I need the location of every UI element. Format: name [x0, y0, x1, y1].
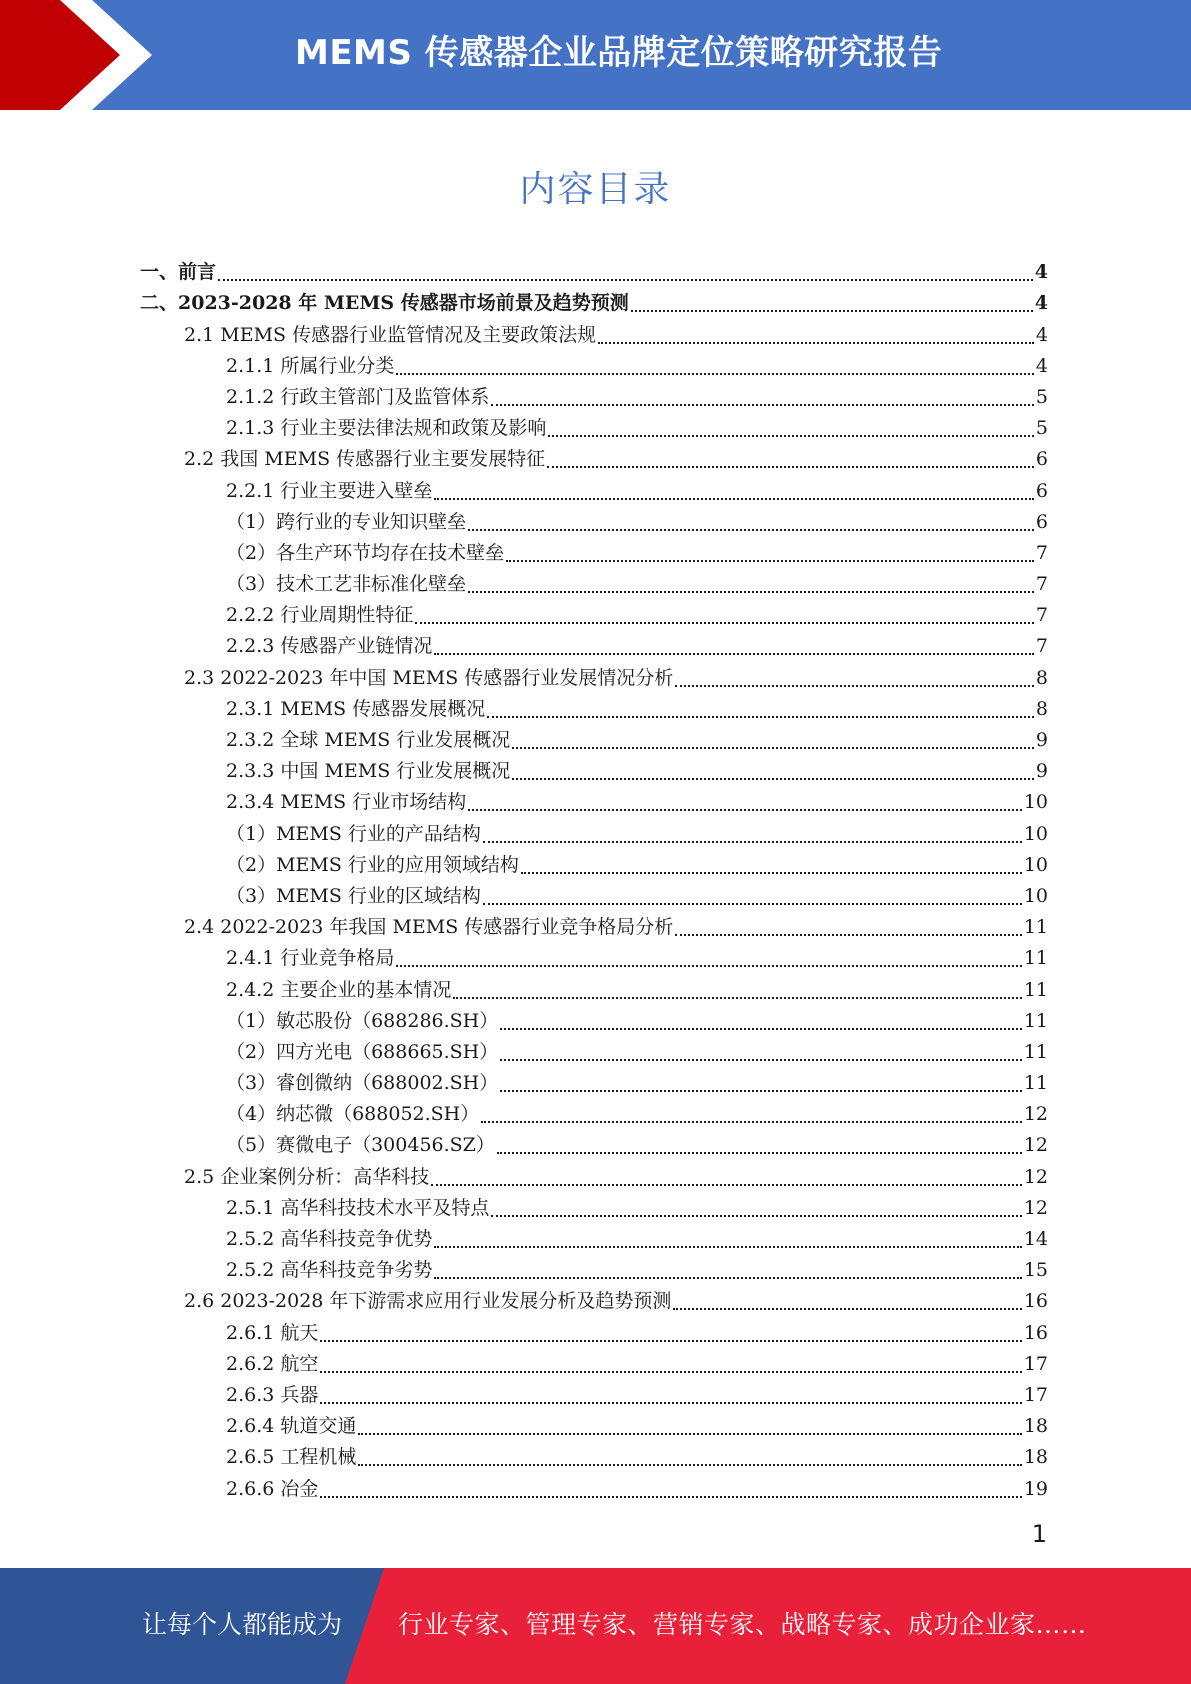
- toc-entry-label: 2.6.4 轨道交通: [226, 1415, 357, 1438]
- toc-entry[interactable]: [140, 1283, 1048, 1314]
- toc-entry-label: 2.2.2 行业周期性特征: [226, 604, 414, 627]
- toc-entry[interactable]: [140, 847, 1048, 878]
- toc-dot-leader: [631, 290, 1033, 312]
- toc-entry-page: 12: [1023, 1134, 1048, 1157]
- toc-entry-page: 7: [1035, 573, 1048, 596]
- toc-dot-leader: [512, 758, 1034, 780]
- toc-entry-label: 2.3.1 MEMS 传感器发展概况: [226, 697, 486, 720]
- toc-dot-leader: [673, 1288, 1021, 1310]
- toc-entry-label: （2）各生产环节均存在技术壁垒: [226, 541, 505, 564]
- toc-entry[interactable]: [140, 628, 1048, 659]
- toc-dot-leader: [320, 1320, 1021, 1342]
- toc-entry-page: 7: [1035, 604, 1048, 627]
- toc-entry[interactable]: [140, 1065, 1048, 1096]
- toc-entry-label: 2.3.4 MEMS 行业市场结构: [226, 791, 467, 814]
- toc-entry-label: 2.6.2 航空: [226, 1352, 319, 1375]
- toc-entry[interactable]: [140, 535, 1048, 566]
- toc-entry-page: 7: [1035, 635, 1048, 658]
- toc-entry-label: 2.6.1 航天: [226, 1321, 319, 1344]
- toc-entry[interactable]: [140, 1470, 1048, 1501]
- toc-entry-label: 2.4.2 主要企业的基本情况: [226, 978, 452, 1001]
- toc-entry-label: 2.5 企业案例分析：高华科技: [184, 1165, 430, 1188]
- toc-entry[interactable]: [140, 348, 1048, 379]
- toc-dot-leader: [675, 914, 1022, 936]
- toc-dot-leader: [483, 883, 1022, 905]
- toc-entry-page: 9: [1035, 729, 1048, 751]
- toc-entry-page: 5: [1035, 385, 1048, 408]
- toc-entry-label: 2.6.6 冶金: [226, 1477, 319, 1500]
- toc-entry-page: 12: [1023, 1165, 1048, 1188]
- toc-entry[interactable]: [140, 659, 1048, 690]
- toc-entry[interactable]: [140, 753, 1048, 784]
- toc-entry[interactable]: [140, 410, 1048, 441]
- toc-dot-leader: [547, 446, 1034, 468]
- toc-dot-leader: [500, 1008, 1022, 1030]
- toc-entry-page: 17: [1023, 1383, 1048, 1406]
- toc-entry[interactable]: [140, 1158, 1048, 1189]
- toc-dot-leader: [548, 415, 1034, 437]
- report-title: MEMS 传感器企业品牌定位策略研究报告: [295, 33, 943, 73]
- toc-dot-leader: [521, 852, 1022, 874]
- toc-dot-leader: [218, 259, 1033, 281]
- toc-entry[interactable]: [140, 1190, 1048, 1221]
- toc-dot-leader: [468, 571, 1034, 593]
- toc-entry[interactable]: [140, 1003, 1048, 1034]
- toc-dot-leader: [491, 384, 1034, 406]
- toc-dot-leader: [320, 1382, 1021, 1404]
- toc-entry-page: 11: [1023, 1072, 1048, 1095]
- toc-entry-page: 8: [1035, 697, 1048, 720]
- toc-entry-page: 11: [1023, 978, 1048, 1001]
- toc-entry[interactable]: [140, 1127, 1048, 1158]
- toc-entry-label: 2.2.3 传感器产业链情况: [226, 635, 433, 658]
- toc-entry-page: 6: [1035, 448, 1048, 471]
- toc-entry-page: 6: [1035, 510, 1048, 533]
- toc-entry-page: 10: [1023, 853, 1048, 876]
- toc-entry[interactable]: [140, 971, 1048, 1002]
- toc-entry-label: 2.2.1 行业主要进入壁垒: [226, 479, 433, 502]
- toc-entry[interactable]: [140, 504, 1048, 535]
- toc-entry-page: 11: [1023, 1009, 1048, 1032]
- toc-dot-leader: [512, 727, 1034, 749]
- toc-entry-page: 4: [1034, 261, 1048, 284]
- toc-entry[interactable]: [140, 1439, 1048, 1470]
- toc-dot-leader: [320, 1351, 1021, 1373]
- toc-entry[interactable]: [140, 691, 1048, 722]
- toc-entry-page: 4: [1035, 354, 1048, 377]
- toc-entry-label: 2.3 2022-2023 年中国 MEMS 传感器行业发展情况分析: [184, 666, 674, 689]
- toc-entry-label: 2.4 2022-2023 年我国 MEMS 传感器行业竞争格局分析: [184, 916, 674, 939]
- toc-dot-leader: [468, 789, 1022, 811]
- toc-entry-label: （1）敏芯股份（688286.SH）: [226, 1009, 499, 1032]
- toc-dot-leader: [434, 1226, 1021, 1248]
- toc-entry-label: 2.6.5 工程机械: [226, 1446, 357, 1469]
- toc-entry-label: 2.2 我国 MEMS 传感器行业主要发展特征: [184, 448, 546, 471]
- toc-dot-leader: [434, 1257, 1021, 1279]
- toc-dot-leader: [320, 1476, 1021, 1498]
- toc-entry-page: 18: [1023, 1415, 1048, 1438]
- toc-entry-page: 10: [1023, 791, 1048, 814]
- toc-entry-page: 17: [1023, 1352, 1048, 1375]
- toc-entry-label: 二、2023-2028 年 MEMS 传感器市场前景及趋势预测: [140, 292, 629, 315]
- toc-entry[interactable]: [140, 909, 1048, 940]
- toc-dot-leader: [415, 602, 1034, 624]
- toc-entry[interactable]: [140, 1221, 1048, 1252]
- toc-entry[interactable]: [140, 285, 1048, 316]
- toc-entry-page: 16: [1023, 1321, 1048, 1344]
- toc-entry-label: 2.6.3 兵器: [226, 1383, 319, 1406]
- toc-entry-page: 4: [1034, 292, 1048, 315]
- toc-entry-label: 2.5.2 高华科技竞争劣势: [226, 1259, 433, 1282]
- toc-entry-page: 9: [1035, 760, 1048, 783]
- toc-entry[interactable]: [140, 1314, 1048, 1345]
- footer-banner: [0, 1568, 1191, 1684]
- toc-entry-page: 14: [1023, 1228, 1048, 1250]
- toc-entry-page: 6: [1035, 479, 1048, 502]
- toc-entry[interactable]: [140, 1377, 1048, 1408]
- toc-entry-page: 15: [1023, 1259, 1048, 1282]
- toc-entry[interactable]: [140, 1408, 1048, 1439]
- toc-entry[interactable]: [140, 1096, 1048, 1127]
- toc-dot-leader: [396, 353, 1034, 375]
- toc-dot-leader: [468, 509, 1034, 531]
- toc-dot-leader: [506, 540, 1034, 562]
- toc-dot-leader: [487, 696, 1034, 718]
- toc-entry-label: 2.1.2 行政主管部门及监管体系: [226, 385, 490, 408]
- toc-dot-leader: [675, 665, 1034, 687]
- toc-dot-leader: [434, 478, 1034, 500]
- toc-entry-page: 11: [1023, 947, 1048, 970]
- toc-entry-page: 12: [1023, 1196, 1048, 1219]
- toc-entry-label: （5）赛微电子（300456.SZ）: [226, 1134, 495, 1157]
- toc-entry-page: 12: [1023, 1103, 1048, 1126]
- toc-entry[interactable]: [140, 1346, 1048, 1377]
- toc-entry-page: 11: [1023, 916, 1048, 939]
- footer-slogan-lead: 让每个人都能成为: [142, 1610, 343, 1639]
- toc-entry-page: 10: [1023, 822, 1048, 845]
- report-header-band: [0, 0, 1191, 110]
- toc-entry-label: （3）技术工艺非标准化壁垒: [226, 573, 467, 596]
- toc-entry-page: 4: [1035, 323, 1048, 346]
- toc-entry-page: 16: [1023, 1290, 1048, 1313]
- toc-dot-leader: [500, 1070, 1022, 1092]
- toc-dot-leader: [396, 945, 1021, 967]
- table-of-contents: [140, 254, 1048, 1502]
- toc-entry-label: 2.3.3 中国 MEMS 行业发展概况: [226, 760, 511, 783]
- page-number: 1: [1031, 1520, 1047, 1548]
- toc-entry-page: 18: [1023, 1446, 1048, 1469]
- toc-entry-label: 2.6 2023-2028 年下游需求应用行业发展分析及趋势预测: [184, 1290, 672, 1313]
- toc-entry[interactable]: [140, 254, 1048, 285]
- toc-dot-leader: [481, 1101, 1022, 1123]
- toc-dot-leader: [358, 1413, 1021, 1435]
- toc-entry-label: 2.1.1 所属行业分类: [226, 354, 395, 377]
- toc-dot-leader: [434, 633, 1034, 655]
- toc-entry-page: 11: [1023, 1040, 1048, 1063]
- toc-entry-label: 2.3.2 全球 MEMS 行业发展概况: [226, 729, 511, 751]
- toc-entry-label: （2）MEMS 行业的应用领域结构: [226, 853, 519, 876]
- toc-entry[interactable]: [140, 815, 1048, 846]
- toc-dot-leader: [500, 1039, 1022, 1061]
- toc-entry[interactable]: [140, 441, 1048, 472]
- toc-entry-page: 10: [1023, 884, 1048, 907]
- toc-entry-label: 2.1.3 行业主要法律法规和政策及影响: [226, 417, 547, 440]
- footer-slogan-roles: 行业专家、管理专家、营销专家、战略专家、成功企业家……: [398, 1610, 1087, 1639]
- toc-dot-leader: [358, 1444, 1021, 1466]
- toc-entry-label: （3）MEMS 行业的区域结构: [226, 884, 481, 907]
- toc-entry[interactable]: [140, 784, 1048, 815]
- toc-entry[interactable]: [140, 940, 1048, 971]
- toc-heading: 内容目录: [519, 169, 672, 210]
- toc-entry-label: （1）MEMS 行业的产品结构: [226, 822, 481, 845]
- toc-entry-label: （2）四方光电（688665.SH）: [226, 1040, 499, 1063]
- toc-entry[interactable]: [140, 316, 1048, 347]
- toc-entry[interactable]: [140, 1034, 1048, 1065]
- toc-dot-leader: [497, 1132, 1022, 1154]
- toc-entry-label: 2.5.2 高华科技竞争优势: [226, 1228, 433, 1250]
- toc-entry-label: 2.5.1 高华科技技术水平及特点: [226, 1196, 490, 1219]
- toc-dot-leader: [483, 821, 1022, 843]
- toc-entry-label: （1）跨行业的专业知识壁垒: [226, 510, 467, 533]
- toc-dot-leader: [453, 977, 1021, 999]
- toc-entry[interactable]: [140, 722, 1048, 753]
- toc-entry[interactable]: [140, 1252, 1048, 1283]
- toc-dot-leader: [431, 1164, 1022, 1186]
- toc-entry[interactable]: [140, 472, 1048, 503]
- toc-entry[interactable]: [140, 566, 1048, 597]
- toc-entry-page: 7: [1035, 541, 1048, 564]
- toc-entry[interactable]: [140, 878, 1048, 909]
- toc-entry-page: 19: [1023, 1477, 1048, 1500]
- toc-entry-page: 5: [1035, 417, 1048, 440]
- toc-entry[interactable]: [140, 379, 1048, 410]
- toc-entry-label: 一、前言: [140, 261, 217, 284]
- toc-entry-label: （4）纳芯微（688052.SH）: [226, 1103, 480, 1126]
- toc-entry-label: 2.4.1 行业竞争格局: [226, 947, 395, 970]
- toc-dot-leader: [598, 322, 1034, 344]
- toc-entry-label: 2.1 MEMS 传感器行业监管情况及主要政策法规: [184, 323, 597, 346]
- toc-dot-leader: [491, 1195, 1021, 1217]
- toc-entry-page: 8: [1035, 666, 1048, 689]
- toc-entry-label: （3）睿创微纳（688002.SH）: [226, 1072, 499, 1095]
- toc-entry[interactable]: [140, 597, 1048, 628]
